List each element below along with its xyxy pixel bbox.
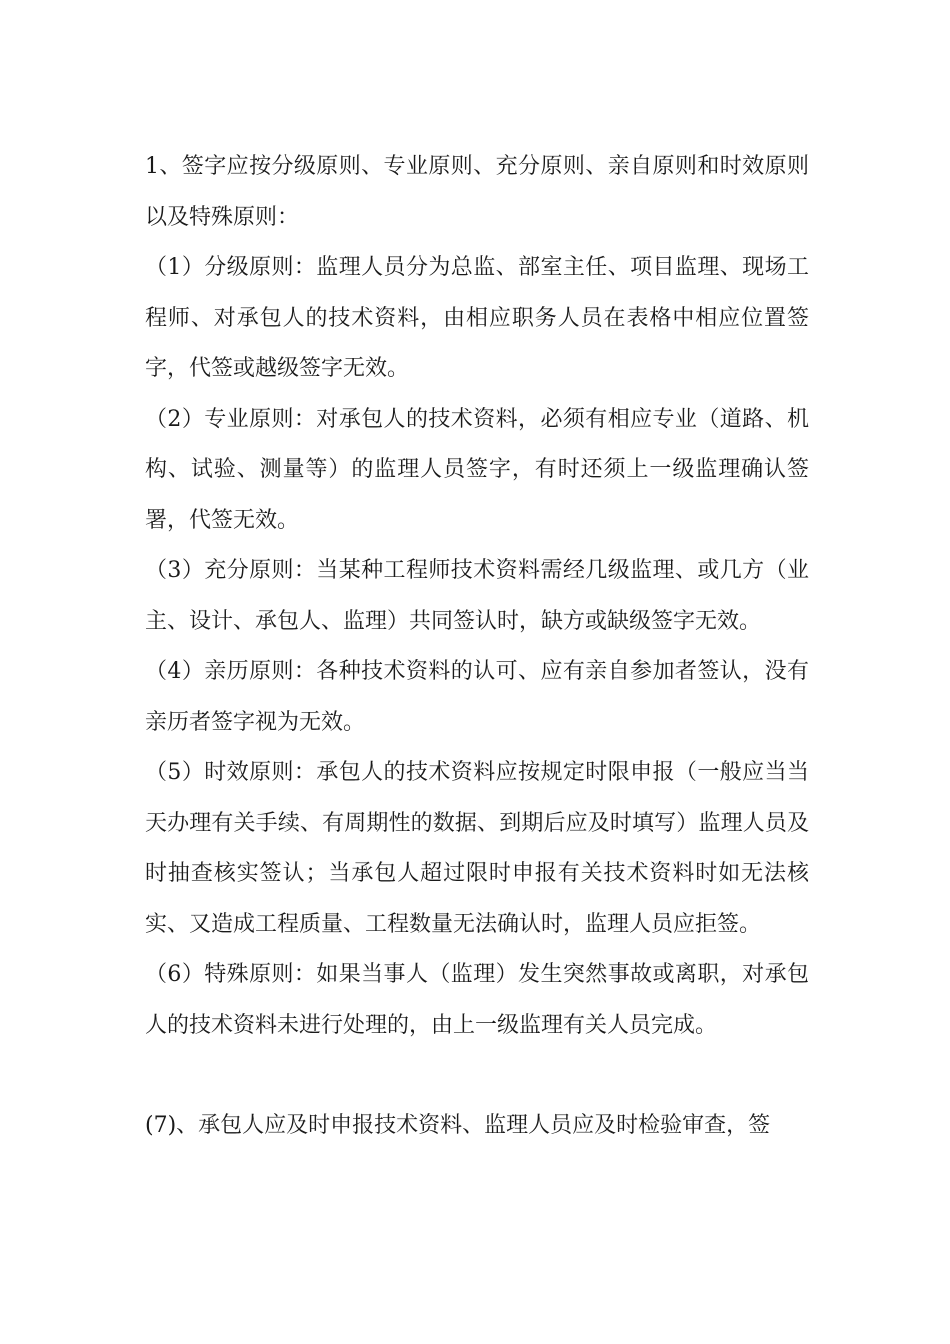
paragraph-special-principle: （6）特殊原则：如果当事人（监理）发生突然事故或离职，对承包人的技术资料未进行处理的，由上一级监理有关人员完成。 [145, 962, 809, 1038]
paragraph-hierarchy-principle: （1）分级原则：监理人员分为总监、部室主任、项目监理、现场工程师、对承包人的技术资料，由相应职务人员在表格中相应位置签字，代签或越级签字无效。 [145, 255, 809, 381]
paragraph-item-7: (7)、承包人应及时申报技术资料、监理人员应及时检验审查，签 [145, 1113, 771, 1138]
document-body [145, 142, 809, 1152]
paragraph-signing-principles: 1、签字应按分级原则、专业原则、充分原则、亲自原则和时效原则以及特殊原则： [145, 154, 809, 230]
paragraph-personal-principle: （4）亲历原则：各种技术资料的认可、应有亲自参加者签认，没有亲历者签字视为无效。 [145, 659, 809, 735]
paragraph-professional-principle: （2）专业原则：对承包人的技术资料，必须有相应专业（道路、机构、试验、测量等）的监理人员签字，有时还须上一级监理确认签署，代签无效。 [145, 406, 809, 533]
paragraph-spacer [145, 1051, 809, 1101]
paragraph-sufficiency-principle: （3）充分原则：当某种工程师技术资料需经几级监理、或几方（业主、设计、承包人、监理）共同签认时，缺方或缺级签字无效。 [145, 558, 809, 634]
paragraph-timeliness-principle: （5）时效原则：承包人的技术资料应按规定时限申报（一般应当当天办理有关手续、有周期性的数据、到期后应及时填写）监理人员及时抽查核实签认；当承包人超过限时申报有关技术资料时如无法核实、又造成工程质量、工程数量无法确认时，监理人员应拒签。 [145, 760, 809, 937]
